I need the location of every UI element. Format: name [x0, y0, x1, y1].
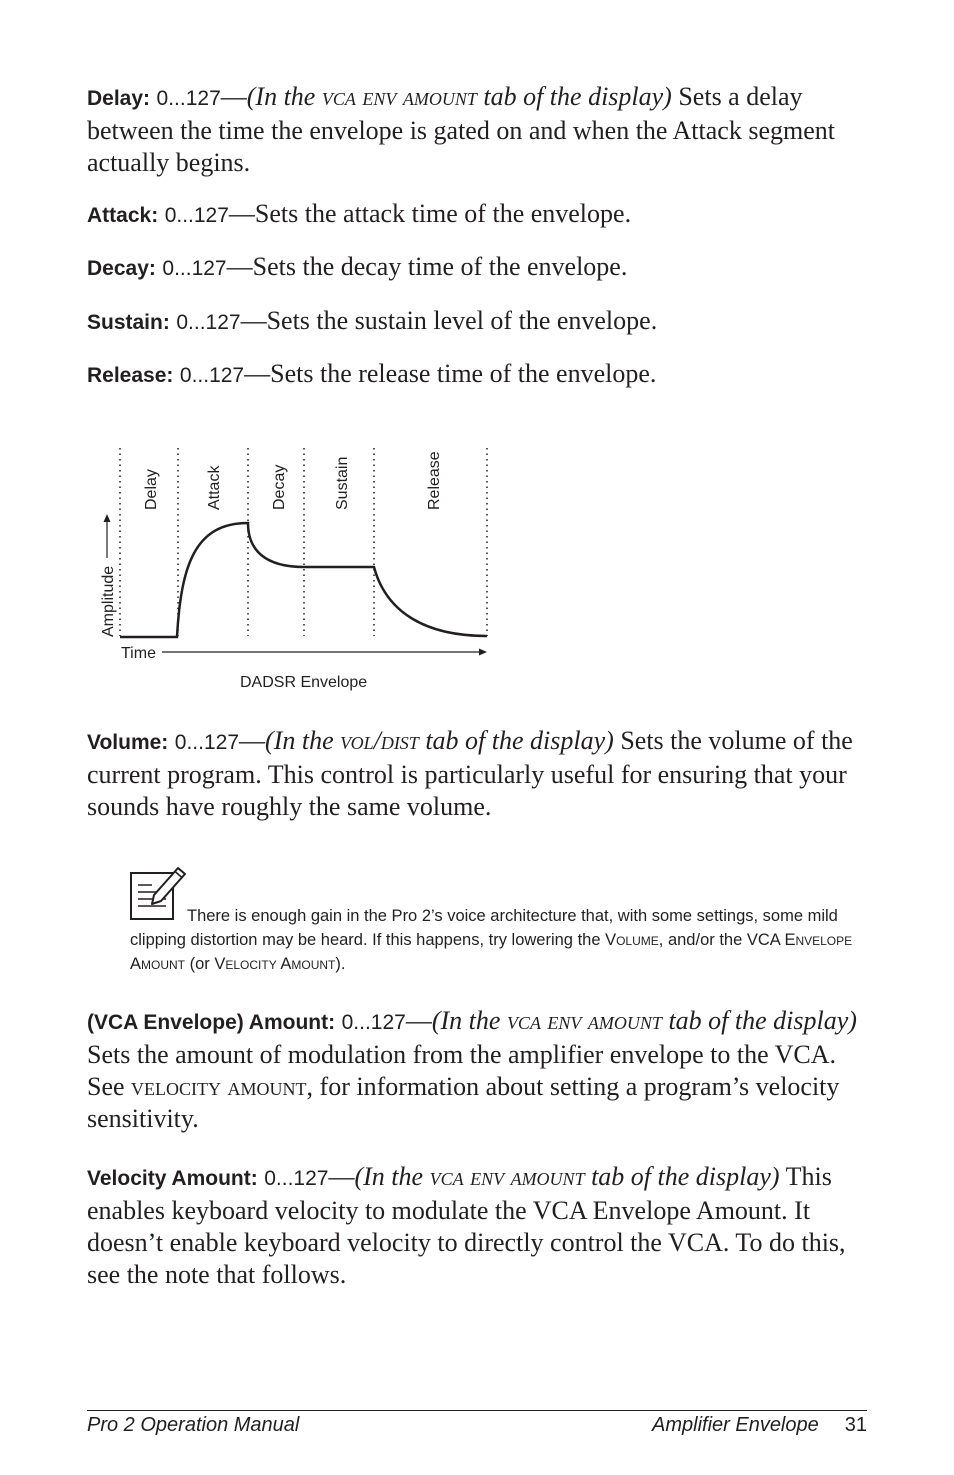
velocity-amount-paragraph: [87, 1161, 872, 1291]
footer-manual-title: Pro 2 Operation Manual: [87, 1414, 300, 1436]
param-description: Sets the volume of the current program. This control is particularly useful for ensuring that your sounds have roughly the same volume.: [87, 726, 853, 821]
param-description: Sets a delay between the time the envelope is gated on and when the Attack segment actually begins.: [87, 82, 835, 177]
sustain-paragraph: [87, 305, 872, 339]
param-range: 0...127: [176, 311, 241, 334]
param-label: Attack:: [87, 204, 159, 227]
delay-paragraph: [87, 81, 872, 179]
param-label: Delay:: [87, 87, 151, 110]
param-description: This enables keyboard velocity to modulate the VCA Envelope Amount. It doesn’t enable keyboard velocity to directly control the VCA. To do this, see the note that follows.: [87, 1162, 846, 1289]
param-range: 0...127: [179, 364, 245, 387]
param-range: 0...127: [341, 1011, 406, 1034]
note-box: [130, 864, 865, 976]
dash: —: [405, 1006, 432, 1035]
velocity-amount-link[interactable]: velocity amount: [131, 1072, 307, 1101]
param-range: 0...127: [162, 257, 227, 280]
vca-amount-paragraph: (VCA Envelope) Amount: 0...127—(In the vca env amount tab of the display) Sets the amount of modulation from the amplifier envelope to the VCA. See velocity amount, for information about setting a program’s velocity sensitivity.: [87, 1006, 857, 1133]
param-description: —Sets the decay time of the envelope.: [226, 252, 628, 281]
volume-paragraph: [87, 725, 872, 823]
param-label: Release:: [87, 364, 174, 387]
y-axis-label: Amplitude: [100, 565, 117, 637]
tab-reference: (In the vol/dist tab of the display): [265, 726, 614, 755]
param-description: —Sets the sustain level of the envelope.: [240, 306, 658, 335]
note-text: There is enough gain in the Pro 2’s voice architecture that, with some settings, some mild clipping distortion may be heard. If this happens, try lowering the Volume, and/or the VCA Envelope Amount (or Velocity Amount).: [130, 907, 853, 973]
param-description: —Sets the release time of the envelope.: [244, 359, 657, 388]
footer-section: Amplifier Envelope 31: [652, 1414, 867, 1436]
page-footer: [87, 1410, 867, 1436]
segment-label-delay: Delay: [143, 469, 160, 510]
dash: —: [328, 1162, 355, 1191]
dash: —: [220, 82, 247, 111]
segment-label-attack: Attack: [206, 465, 223, 510]
param-description: —Sets the attack time of the envelope.: [228, 199, 632, 228]
param-range: 0...127: [264, 1167, 329, 1190]
segment-label-release: Release: [426, 451, 443, 510]
param-range: 0...127: [156, 87, 221, 110]
attack-paragraph: [87, 198, 872, 232]
dash: —: [239, 726, 266, 755]
param-label: Sustain:: [87, 311, 170, 334]
page-number: 31: [844, 1414, 867, 1436]
param-label: (VCA Envelope) Amount:: [87, 1011, 336, 1034]
param-description: Sets the amount of modulation from the amplifier envelope to the VCA. See: [87, 1040, 837, 1101]
param-label: Velocity Amount:: [87, 1167, 258, 1190]
param-label: Decay:: [87, 257, 156, 280]
segment-label-sustain: Sustain: [334, 456, 351, 510]
x-axis-label: Time: [121, 645, 156, 662]
tab-reference: (In the vca env amount tab of the display): [431, 1006, 857, 1035]
param-label: Volume:: [87, 731, 169, 754]
release-paragraph: [87, 358, 872, 392]
param-range: 0...127: [174, 731, 240, 754]
segment-label-decay: Decay: [271, 464, 288, 510]
note-pad-icon: [130, 864, 190, 924]
decay-paragraph: [87, 251, 872, 285]
param-range: 0...127: [164, 204, 229, 227]
tab-reference: (In the vca env amount tab of the display): [354, 1162, 780, 1191]
tab-reference: (In the vca env amount tab of the display): [246, 82, 672, 111]
diagram-caption: DADSR Envelope: [240, 674, 368, 691]
dadsr-envelope-diagram: [95, 440, 505, 700]
